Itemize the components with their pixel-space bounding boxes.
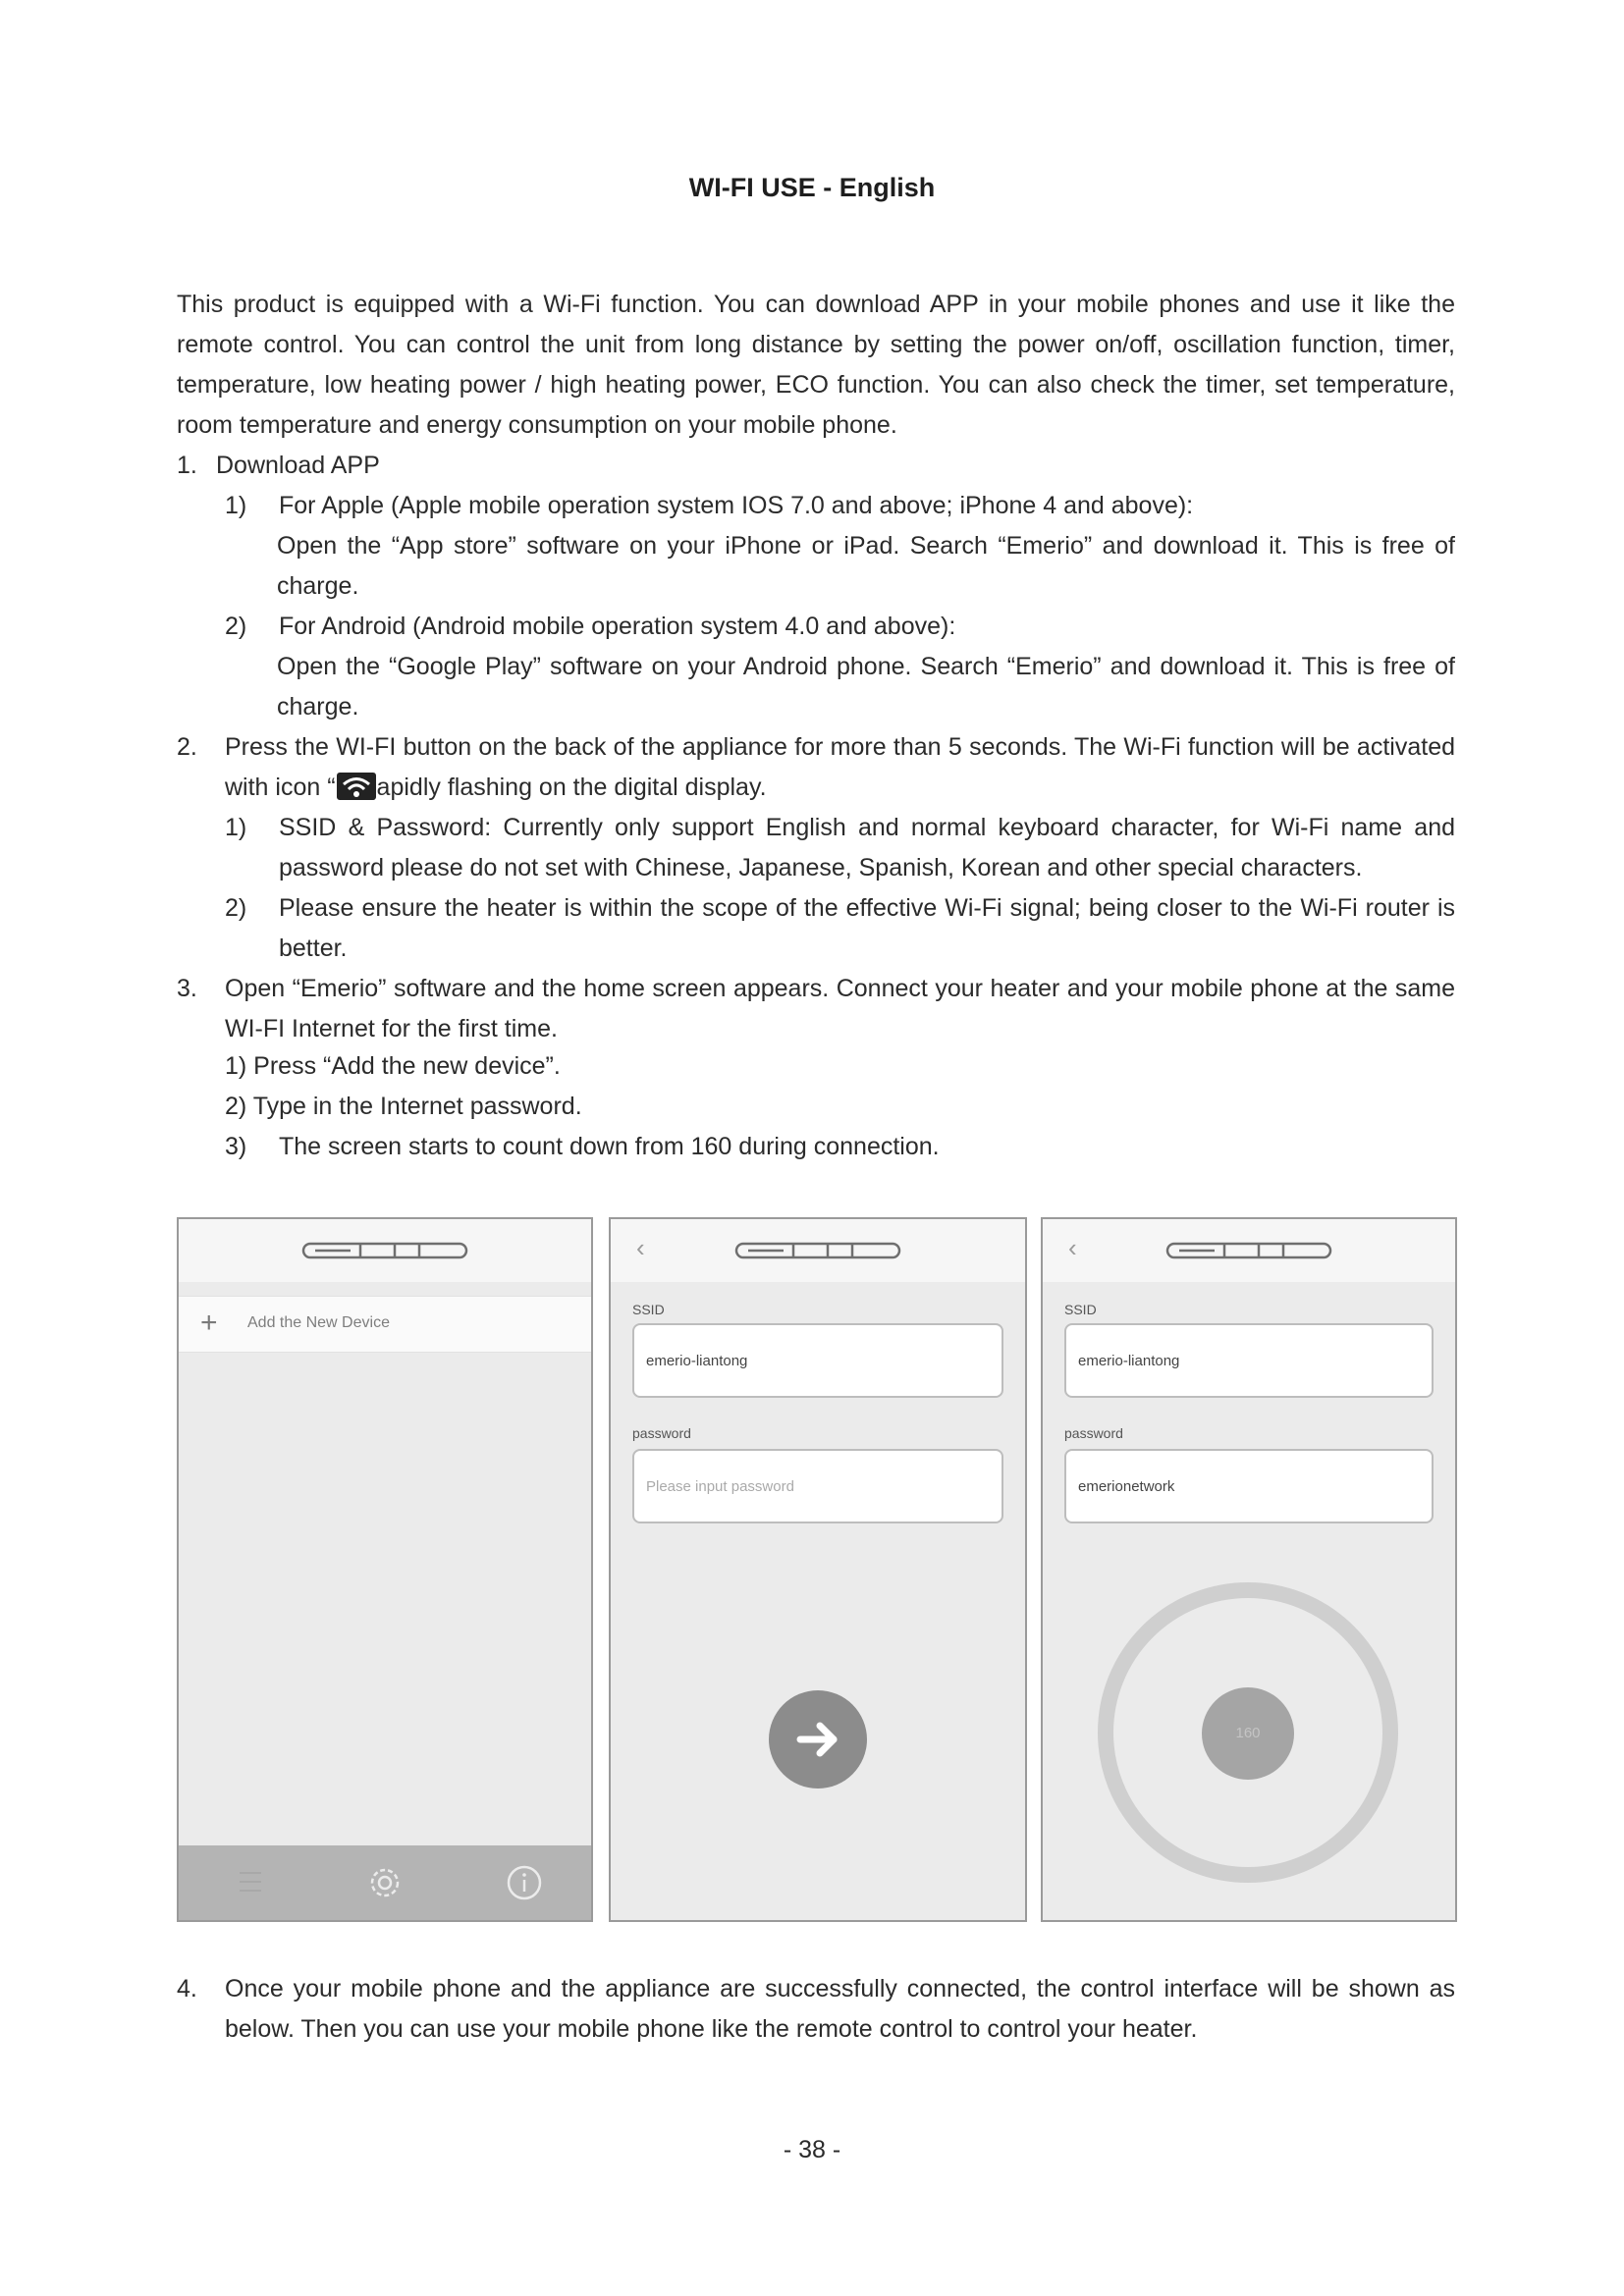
step2-text [225, 727, 1455, 808]
password-field[interactable] [632, 1449, 1003, 1523]
password-field[interactable] [1064, 1449, 1434, 1523]
step3-text: Open “Emerio” software and the home screen appears. Connect your heater and your mobile phone at the same WI-FI Internet for the first time. [225, 975, 1455, 1042]
intro-paragraph: This product is equipped with a Wi-Fi function. You can download APP in your mobile phones and use it like the remote control. You can control the unit from long distance by setting the power on/off, oscillation function, timer, temperature, low heating power / high heating power, ECO function. You can also check the timer, set temperature, room temperature and energy consumption on your mobile phone. [177, 291, 1455, 439]
step1-sub1-text: For Apple (Apple mobile operation system IOS 7.0 and above; iPhone 4 and above): [279, 492, 1194, 519]
emerio-logo [301, 1239, 468, 1262]
step2-sub1-number: 1) [225, 814, 247, 841]
add-device-row[interactable] [179, 1296, 591, 1353]
step1-sub2-number: 2) [225, 613, 247, 640]
password-value: emerionetwork [1078, 1478, 1175, 1495]
wifi-icon [337, 773, 376, 800]
emerio-logo [1165, 1239, 1332, 1262]
step1-sub1-number: 1) [225, 492, 247, 519]
step3-sub3-number: 3) [225, 1133, 247, 1160]
step2-sub2-number: 2) [225, 894, 247, 922]
ssid-label: SSID [632, 1302, 665, 1317]
ssid-field[interactable] [632, 1323, 1003, 1398]
countdown-value: 160 [1202, 1687, 1294, 1780]
step2-number: 2. [177, 733, 197, 761]
page-number: - 38 - [783, 2136, 841, 2163]
step2-text-a: Press the WI-FI button on the back of the appliance for more than 5 seconds. The Wi-Fi function will be activated with icon “ [225, 733, 1455, 801]
back-button[interactable]: ‹ [1068, 1233, 1077, 1262]
password-placeholder: Please input password [646, 1478, 794, 1495]
app-header [611, 1219, 1025, 1282]
step4-number: 4. [177, 1975, 197, 2002]
password-label: password [1064, 1425, 1123, 1441]
add-device-label: Add the New Device [247, 1314, 390, 1331]
screenshot-connecting [1041, 1217, 1457, 1922]
screenshot-home [177, 1217, 593, 1922]
app-header [179, 1219, 591, 1282]
ssid-field[interactable] [1064, 1323, 1434, 1398]
step2-sub1-text: SSID & Password: Currently only support English and normal keyboard character, for Wi-Fi name and password please do not set with Chinese, Japanese, Spanish, Korean and other special characters. [279, 814, 1455, 881]
step3-number: 3. [177, 975, 197, 1002]
step1-sub2-text: For Android (Android mobile operation system 4.0 and above): [279, 613, 956, 640]
step3-sub3-text: The screen starts to count down from 160 during connection. [279, 1133, 940, 1160]
step2-sub2-text: Please ensure the heater is within the scope of the effective Wi-Fi signal; being closer to the Wi-Fi router is better. [279, 894, 1455, 962]
back-button[interactable]: ‹ [636, 1233, 645, 1262]
ssid-value: emerio-liantong [646, 1353, 748, 1369]
arrow-right-icon [790, 1712, 845, 1767]
next-button[interactable] [769, 1690, 867, 1789]
page-title: WI-FI USE - English [688, 173, 936, 202]
info-icon[interactable] [505, 1863, 544, 1902]
step1-number: 1. [177, 452, 197, 479]
app-header [1043, 1219, 1455, 1282]
screenshot-password-entry [609, 1217, 1027, 1922]
step1-sub2-detail: Open the “Google Play” software on your Android phone. Search “Emerio” and download it. This is free of charge. [277, 653, 1455, 721]
plus-icon: + [200, 1307, 218, 1339]
step3-sub2: 2) Type in the Internet password. [225, 1093, 582, 1120]
step3-sub1: 1) Press “Add the new device”. [225, 1052, 561, 1080]
bottom-nav-bar [179, 1845, 591, 1920]
password-label: password [632, 1425, 691, 1441]
step2-text-b: apidly flashing on the digital display. [376, 774, 767, 801]
menu-icon[interactable] [238, 1867, 263, 1896]
emerio-logo [734, 1239, 901, 1262]
step1-text: Download APP [216, 452, 380, 479]
ssid-label: SSID [1064, 1302, 1097, 1317]
step4-text: Once your mobile phone and the appliance are successfully connected, the control interface will be shown as below. Then you can use your mobile phone like the remote control to control your heater. [225, 1975, 1455, 2043]
step1-sub1-detail: Open the “App store” software on your iPhone or iPad. Search “Emerio” and download it. This is free of charge. [277, 532, 1455, 600]
ssid-value: emerio-liantong [1078, 1353, 1180, 1369]
gear-icon[interactable] [365, 1863, 405, 1902]
